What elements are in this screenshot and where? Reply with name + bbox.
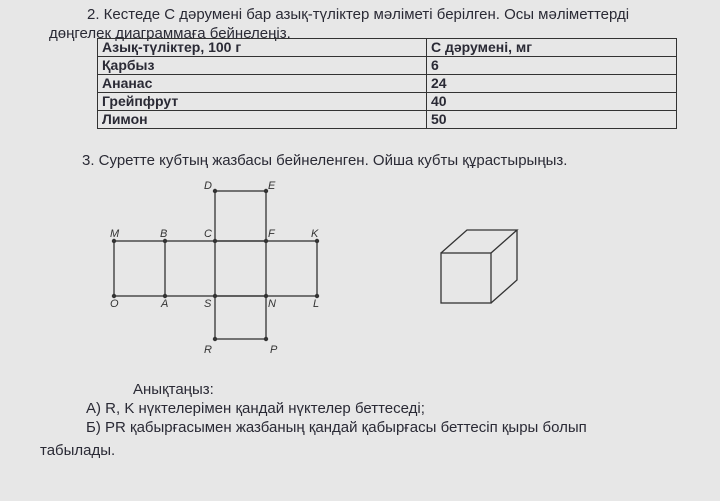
- cube-front-face: [441, 253, 491, 303]
- vitamin-c-table: [97, 38, 677, 129]
- value-cell: 24: [427, 75, 677, 93]
- value-cell: 50: [427, 111, 677, 129]
- net-face-top: [215, 191, 266, 241]
- table-row: [98, 93, 677, 111]
- label-e: E: [268, 180, 276, 192]
- cube-top-face: [441, 230, 517, 253]
- table-row: [98, 57, 677, 75]
- label-m: M: [110, 228, 120, 240]
- label-b: B: [160, 228, 168, 240]
- label-f: F: [268, 228, 275, 240]
- point-d: [213, 189, 217, 193]
- cube-drawing: [430, 220, 530, 315]
- question-2-text-line2: дөңгелек диаграммаға бейнелеңіз.: [49, 25, 291, 42]
- label-a: A: [161, 298, 169, 310]
- label-d: D: [204, 180, 212, 192]
- label-k: K: [311, 228, 319, 240]
- label-o: O: [110, 298, 119, 310]
- define-label: Анықтаңыз:: [133, 381, 214, 398]
- question-part-b-line1: Б) PR қабырғасымен жазбаның қандай қабырғасы беттесіп қыры болып: [86, 419, 587, 436]
- table-header-row: [98, 39, 677, 57]
- label-s: S: [204, 298, 212, 310]
- value-cell: 6: [427, 57, 677, 75]
- value-cell: 40: [427, 93, 677, 111]
- table-row: [98, 111, 677, 129]
- question-3-text: 3. Суретте кубтың жазбасы бейнеленген. Ойша кубты құрастырыңыз.: [82, 152, 568, 169]
- point-r: [213, 337, 217, 341]
- label-p: P: [270, 344, 278, 355]
- table-row: [98, 75, 677, 93]
- food-cell: Ананас: [98, 75, 427, 93]
- food-cell: Лимон: [98, 111, 427, 129]
- point-p: [264, 337, 268, 341]
- food-cell: Қарбыз: [98, 57, 427, 75]
- question-part-a: А) R, K нүктелерімен қандай нүктелер беттеседі;: [86, 400, 425, 417]
- label-n: N: [268, 298, 276, 310]
- header-food: Азық-түліктер, 100 г: [98, 39, 427, 57]
- label-c: C: [204, 228, 212, 240]
- food-cell: Грейпфрут: [98, 93, 427, 111]
- point-s: [213, 294, 217, 298]
- label-l: L: [313, 298, 320, 310]
- cube-net-diagram: [100, 175, 340, 355]
- question-2-text-line1: 2. Кестеде С дәрумені бар азық-түліктер мәліметі берілген. Осы мәліметтерді: [87, 6, 630, 23]
- label-r: R: [204, 344, 212, 355]
- net-face-bottom: [215, 296, 266, 339]
- header-vitamin: С дәрумені, мг: [427, 39, 677, 57]
- question-part-b-line2: табылады.: [40, 442, 116, 459]
- point-c: [213, 239, 217, 243]
